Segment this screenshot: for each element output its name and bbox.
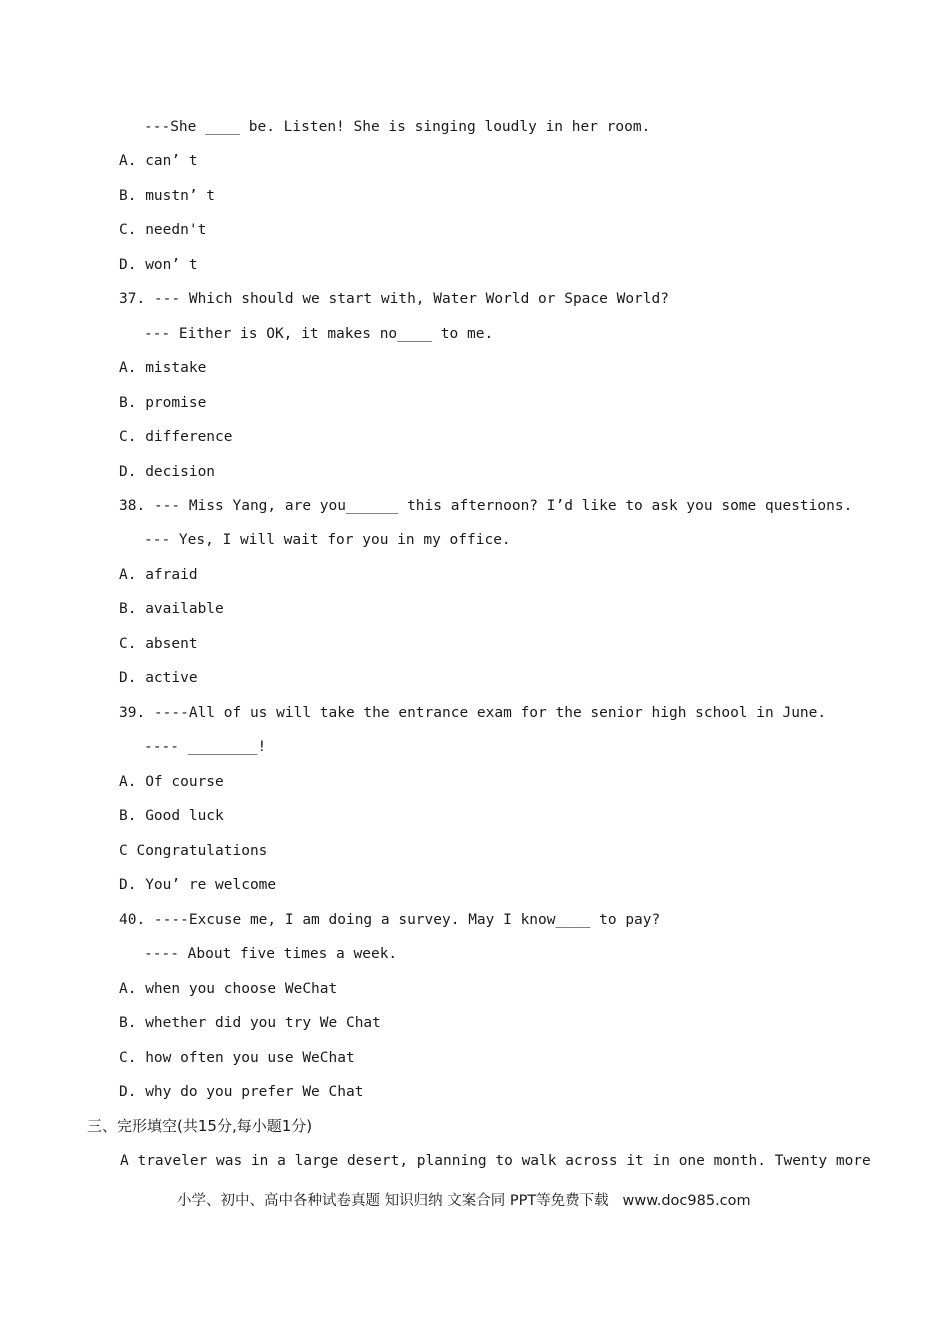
q39-option-d: D. You’ re welcome	[119, 877, 277, 893]
q39-question: 39. ----All of us will take the entrance exam for the senior high school in June.	[119, 705, 827, 721]
q37-question: 37. --- Which should we start with, Water World or Space World?	[119, 291, 669, 307]
q40-option-b: B. whether did you try We Chat	[119, 1015, 381, 1031]
q36-option-c: C. needn't	[119, 222, 207, 238]
q38-option-c: C. absent	[119, 636, 198, 652]
q36-option-d: D. won’ t	[119, 257, 198, 273]
q37-option-b: B. promise	[119, 395, 207, 411]
q38-question: 38. --- Miss Yang, are you______ this afternoon? I’d like to ask you some questions.	[119, 498, 853, 514]
q40-answer-line: ---- About five times a week.	[144, 946, 398, 962]
q40-question: 40. ----Excuse me, I am doing a survey. May I know____ to pay?	[119, 912, 661, 928]
page-footer: 小学、初中、高中各种试卷真题 知识归纳 文案合同 PPT等免费下载 www.doc985.com	[177, 1193, 751, 1209]
q40-option-c: C. how often you use WeChat	[119, 1050, 355, 1066]
section-heading: 三、完形填空(共15分,每小题1分)	[87, 1117, 313, 1135]
q39-option-a: A. Of course	[119, 774, 224, 790]
q37-option-d: D. decision	[119, 464, 216, 480]
passage-first-line: A traveler was in a large desert, planning to walk across it in one month. Twenty more	[120, 1153, 871, 1169]
q38-option-b: B. available	[119, 601, 224, 617]
q36-option-b: B. mustn’ t	[119, 188, 216, 204]
q37-option-c: C. difference	[119, 429, 233, 445]
q40-option-a: A. when you choose WeChat	[119, 981, 338, 997]
q39-option-b: B. Good luck	[119, 808, 224, 824]
q37-answer-line: --- Either is OK, it makes no____ to me.	[144, 326, 494, 342]
q38-answer-line: --- Yes, I will wait for you in my office.	[144, 532, 511, 548]
q38-option-a: A. afraid	[119, 567, 198, 583]
q36-option-a: A. can’ t	[119, 153, 198, 169]
q40-option-d: D. why do you prefer We Chat	[119, 1084, 364, 1100]
q38-option-d: D. active	[119, 670, 198, 686]
q37-option-a: A. mistake	[119, 360, 207, 376]
q39-option-c: C Congratulations	[119, 843, 268, 859]
q36-answer-line: ---She ____ be. Listen! She is singing loudly in her room.	[144, 119, 651, 135]
q39-answer-line: ---- ________!	[144, 739, 267, 755]
